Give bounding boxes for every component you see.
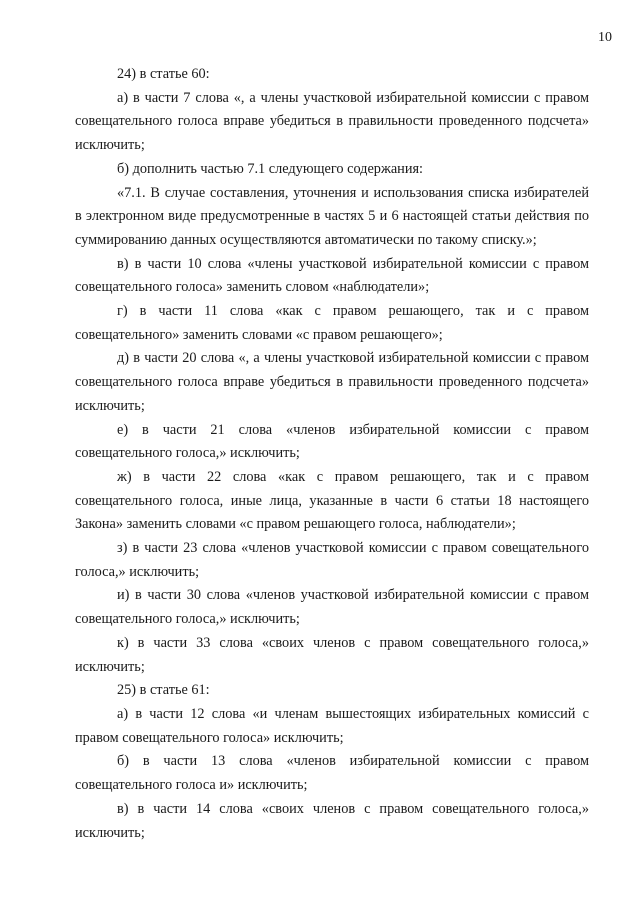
- article-61-heading: 25) в статье 61:: [117, 682, 210, 699]
- amendment-item-d: д) в части 20 слова «, а члены участковой избирательной комиссии с правом совещательного голоса вправе убедиться в правильности проведенного подсчета» исключить;: [75, 350, 589, 414]
- amendment-item-i: и) в части 30 слова «членов участковой избирательной комиссии с правом совещательного голоса,» исключить;: [75, 587, 589, 628]
- amendment-61-item-v: в) в части 14 слова «своих членов с правом совещательного голоса,» исключить;: [75, 800, 589, 841]
- amendment-item-v: в) в части 10 слова «члены участковой избирательной комиссии с правом совещательного голоса» заменить словом «наблюдатели»;: [75, 255, 589, 296]
- amendment-item-a: а) в части 7 слова «, а члены участковой избирательной комиссии с правом совещательного голоса вправе убедиться в правильности проведенного подсчета» исключить;: [75, 89, 589, 154]
- amendment-item-b: б) дополнить частью 7.1 следующего содержания:: [117, 160, 424, 177]
- amendment-item-g: г) в части 11 слова «как с правом решающего, так и с правом совещательного» заменить словами «с правом решающего»;: [75, 303, 589, 343]
- amendment-item-z: з) в части 23 слова «членов участковой комиссии с правом совещательного голоса,» исключить;: [75, 540, 589, 580]
- amendment-text-7-1: «7.1. В случае составления, уточнения и использования списка избирателей в электронном виде предусмотренные в частях 5 и 6 настоящей статьи действия по суммированию данных осуществляются автоматически по такому списку.»;: [75, 184, 589, 248]
- amendment-61-item-a: а) в части 12 слова «и членам вышестоящих избирательных комиссий с правом совещательного голоса» исключить;: [75, 705, 589, 746]
- amendment-item-e: е) в части 21 слова «членов избирательной комиссии с правом совещательного голоса,» исключить;: [75, 421, 589, 462]
- amendment-61-item-b: б) в части 13 слова «членов избирательной комиссии с правом совещательного голоса и» исключить;: [75, 753, 589, 794]
- article-60-heading: 24) в статье 60:: [117, 66, 210, 82]
- page-number: 10: [598, 30, 612, 45]
- amendment-item-zh: ж) в части 22 слова «как с правом решающего, так и с правом совещательного голоса, иные лица, указанные в части 6 статьи 18 настоящего Закона» заменить словами «с правом решающего голоса, наблюдатели»;: [75, 468, 589, 533]
- amendment-item-k: к) в части 33 слова «своих членов с правом совещательного голоса,» исключить;: [75, 634, 589, 675]
- document-body: [75, 63, 589, 845]
